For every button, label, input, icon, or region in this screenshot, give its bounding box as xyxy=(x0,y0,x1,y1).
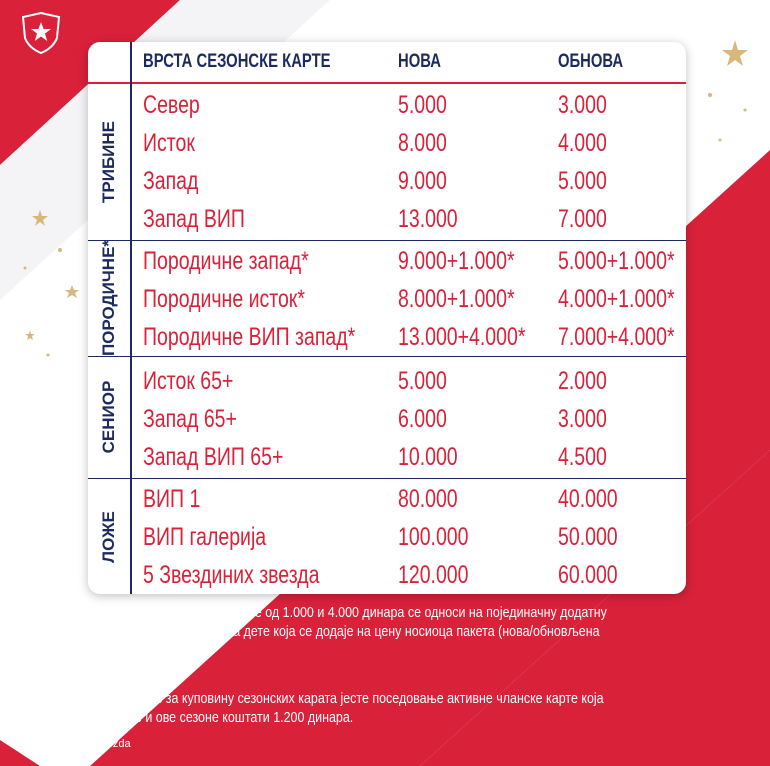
group-label: ПОРОДИЧНЕ* xyxy=(99,239,118,357)
header-type: ВРСТА СЕЗОНСКЕ КАРТЕ xyxy=(143,51,331,72)
table-row: Породичне запад* 9.000+1.000* 5.000+1.000* xyxy=(143,247,675,275)
group-divider xyxy=(88,478,686,479)
table-row: 5 Звездиних звезда 120.000 60.000 xyxy=(143,561,618,589)
price-table xyxy=(88,42,686,594)
header-renew: ОБНОВА xyxy=(558,51,624,72)
membership-note: Услов за куповину сезонских карата јесте поседовање активне чланске карте која ће и ове сезоне коштати 1.200 динара. xyxy=(128,691,604,726)
photo-credit: Foto: FK Crvena zvezda xyxy=(12,738,131,750)
table-row: Породичне ВИП запад* 13.000+4.000* 7.000+4.000* xyxy=(143,323,675,351)
table-row: ВИП 1 80.000 40.000 xyxy=(143,485,618,513)
table-row: Исток 65+ 5.000 2.000 xyxy=(143,367,607,395)
table-row: Север 5.000 3.000 xyxy=(143,91,607,119)
group-label: ТРИБИНЕ xyxy=(99,121,118,203)
club-logo xyxy=(22,12,60,54)
header-divider xyxy=(88,82,686,84)
table-row: Запад ВИП 65+ 10.000 4.500 xyxy=(143,443,607,471)
footnote: *Напомена: цена карте од 1.000 и 4.000 динара се односи на појединачну додатну породичну карту за дете која се додаје на цену носиоца пакета (нова/обновљена сезонска). xyxy=(128,605,607,659)
table-row: Породичне исток* 8.000+1.000* 4.000+1.000* xyxy=(143,285,675,313)
table-row: Исток 8.000 4.000 xyxy=(143,129,607,157)
table-row: Запад 65+ 6.000 3.000 xyxy=(143,405,607,433)
group-label: СЕНИОР xyxy=(99,380,118,454)
table-row: ВИП галерија 100.000 50.000 xyxy=(143,523,618,551)
group-label: ЛОЖЕ xyxy=(99,510,118,563)
table-header xyxy=(88,42,686,82)
header-new: НОВА xyxy=(398,51,441,72)
table-row: Запад ВИП 13.000 7.000 xyxy=(143,205,607,233)
table-row: Запад 9.000 5.000 xyxy=(143,167,607,195)
group-divider xyxy=(88,356,686,357)
group-divider xyxy=(88,240,686,241)
